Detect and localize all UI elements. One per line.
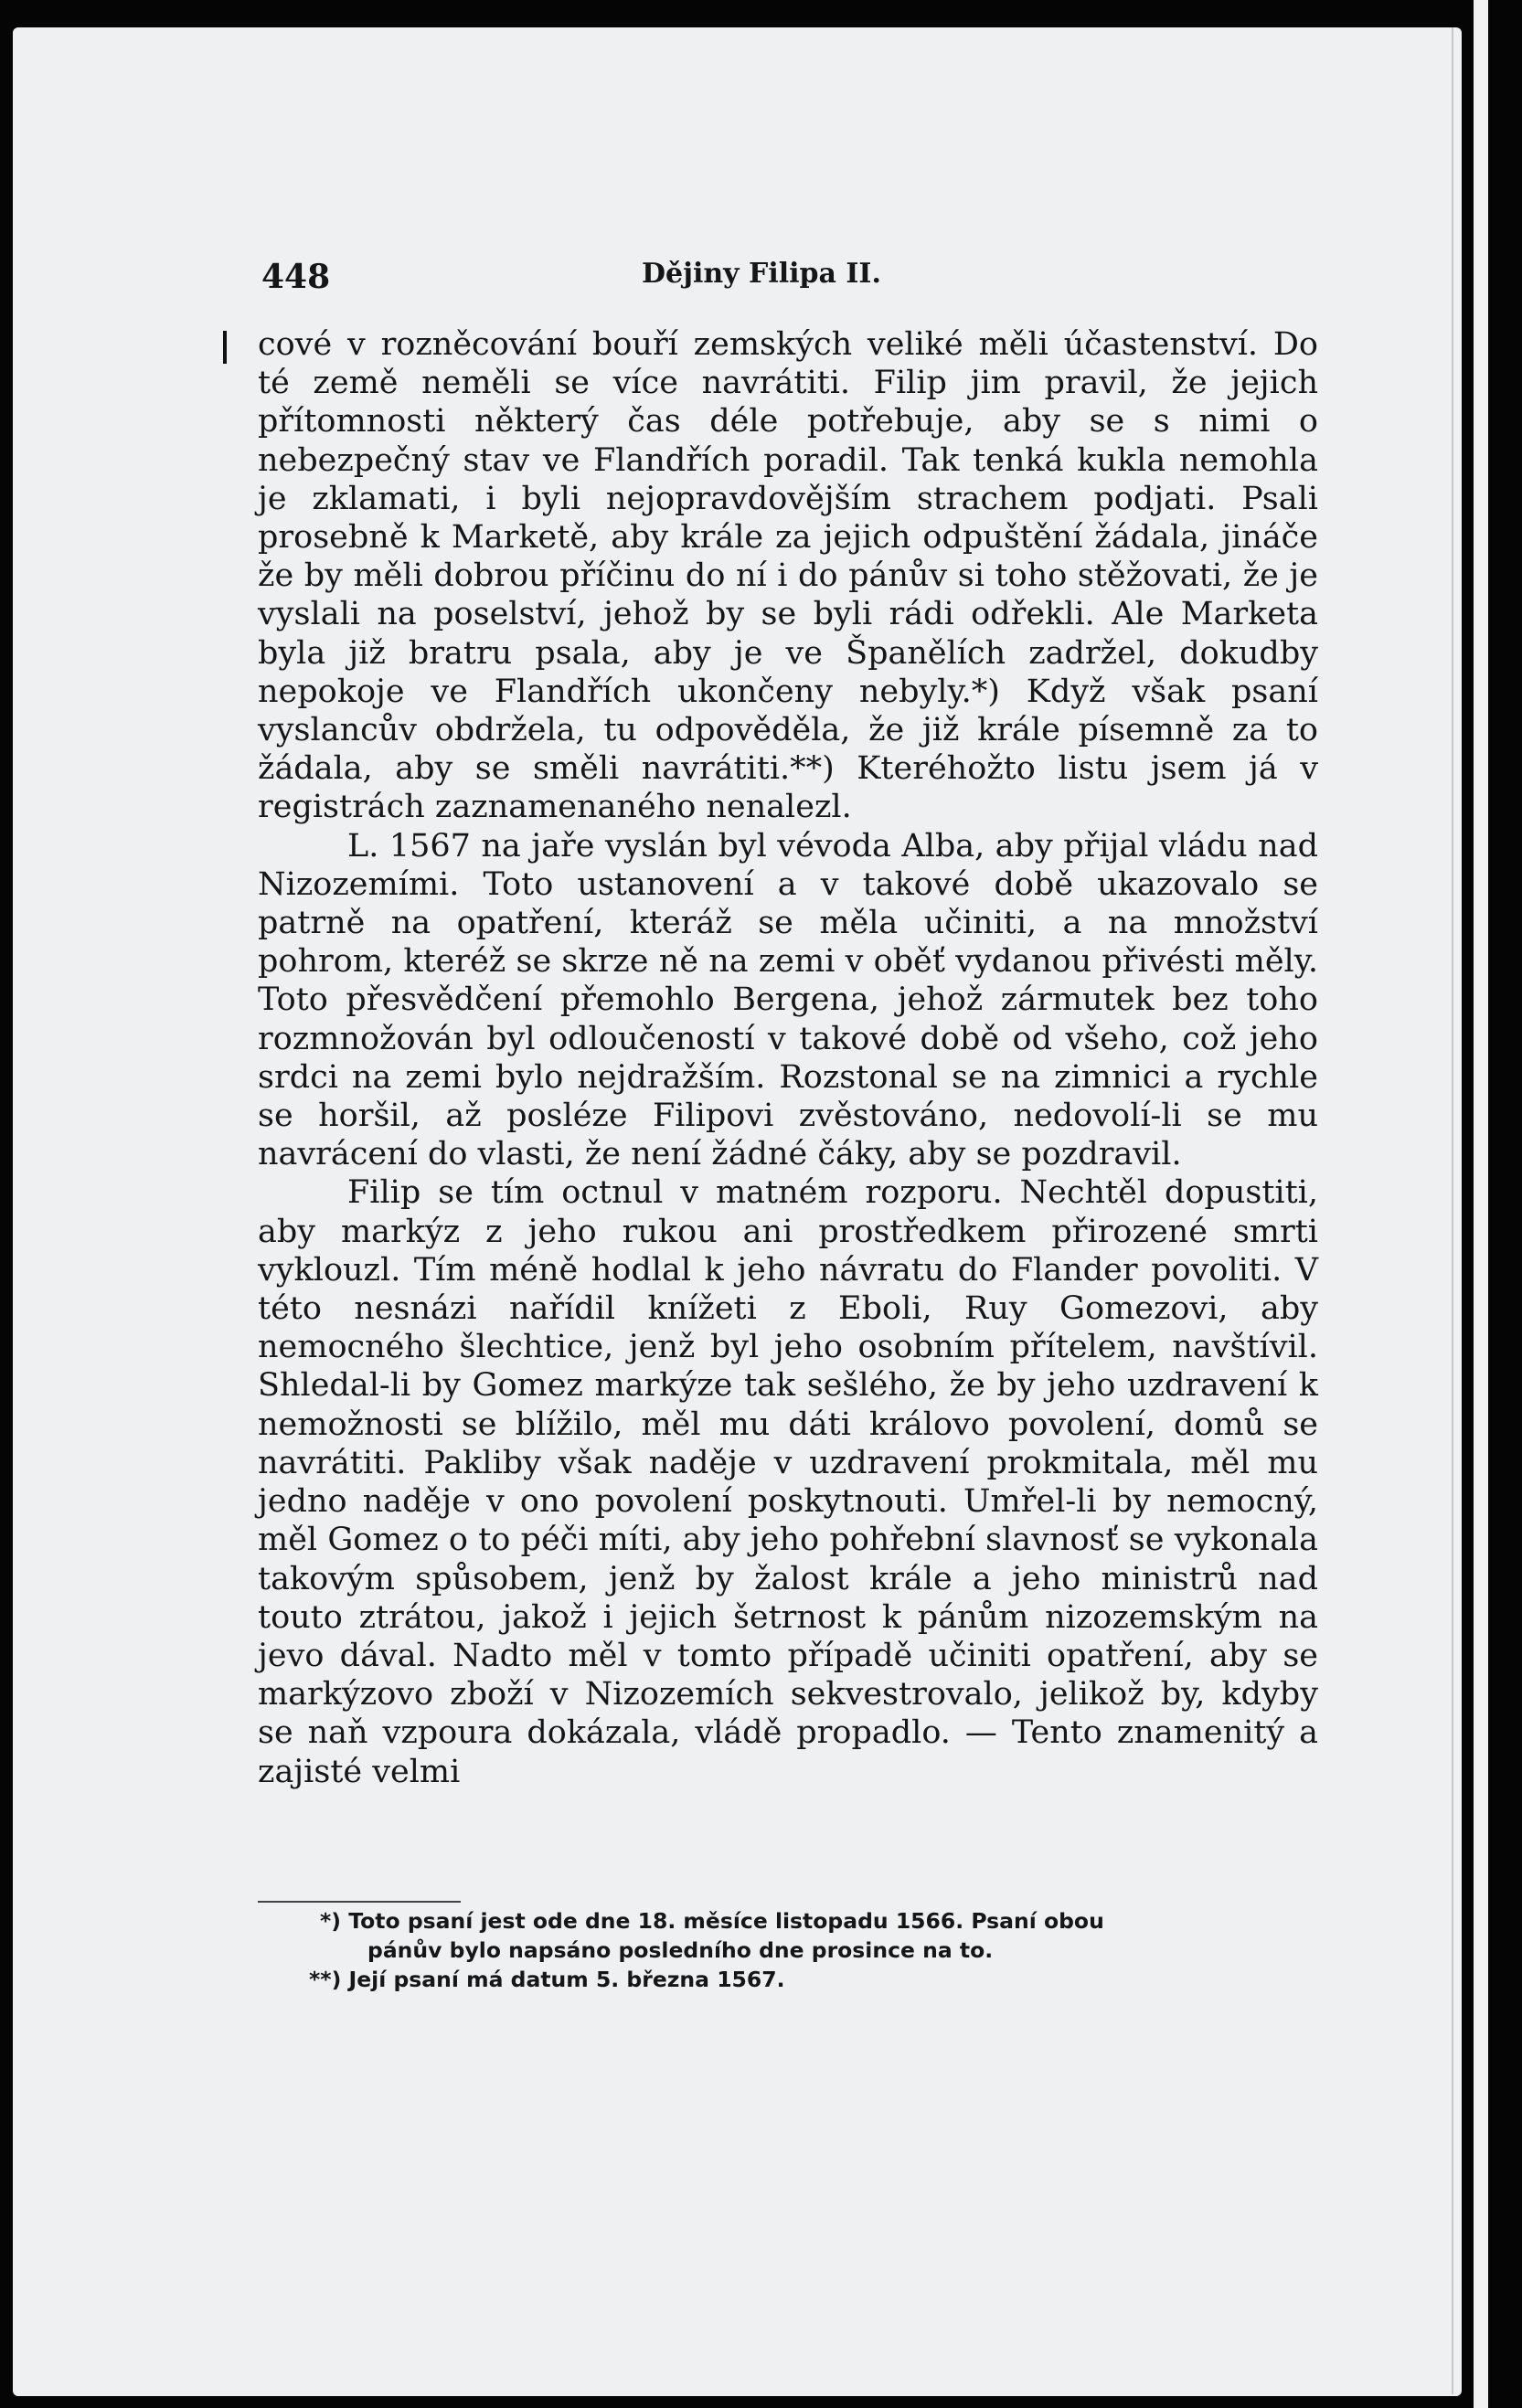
footnote-1-line-1: *) Toto psaní jest ode dne 18. měsíce listopadu 1566. Psaní obou [320,1908,1104,1934]
paragraph-1: cové v rozněcování bouří zemských veliké měli účastenství. Do té země neměli se více navrátiti. Filip jim pravil, že jejich přítomnosti některý čas déle potřebuje, aby se s nimi o nebezpečný stav ve Flandřích poradil. Tak tenká kukla nemohla je zklamati, i byli nejopravdovějším strachem podjati. Psali prosebně k Marketě, aby krále za jejich odpuštění žádala, jináče že by měli dobrou příčinu do ní i do pánův si toho stěžovati, že je vyslali na poselství, jehož by se byli rádi odřekli. Ale Marketa byla již bratru psala, aby je ve Španělích zadržel, dokudby nepokoje ve Flandřích ukončeny nebyly.*) Když však psaní vyslancův obdržela, tu odpověděla, že již krále písemně za to žádala, aby se směli navrátiti.**) Kteréhožto listu jsem já v registrách zaznamenaného nenalezl. [258,326,1318,826]
footnote-2: **) Její psaní má datum 5. března 1567. [309,1967,785,1992]
paragraph-2: L. 1567 na jaře vyslán byl vévoda Alba, aby přijal vládu nad Nizozemími. Toto ustanovení a v takové době ukazovalo se patrně na opatření, kteráž se měla učiniti, a na množství pohrom, kteréž se skrze ně na zemi v oběť vydanou přivésti měly. Toto přesvědčení přemohlo Bergena, jehož zármutek bez toho rozmnožován byl odloučeností v takové době od všeho, což jeho srdci na zemi bylo nejdražším. Rozstonal se na zimnici a rychle se horšil, až posléze Filipovi zvěstováno, nedovolí-li se mu navrácení do vlasti, že není žádné čáky, aby se pozdravil. [258,827,1318,1173]
body-text [258,325,1318,1791]
footnote-1-line-2: pánův bylo napsáno posledního dne prosince na to. [367,1937,994,1963]
running-title: Dějiny Filipa II. [642,258,881,290]
running-header [258,249,1318,303]
paragraph-3: Filip se tím octnul v matném rozporu. Nechtěl dopustiti, aby markýz z jeho rukou ani prostředkem přirozené smrti vyklouzl. Tím méně hodlal k jeho návratu do Flander povoliti. V této nesnázi nařídil knížeti z Eboli, Ruy Gomezovi, aby nemocného šlechtice, jenž byl jeho osobním přítelem, navštívil. Shledal-li by Gomez markýze tak sešlého, že by jeho uzdravení k nemožnosti se blížilo, měl mu dáti královo povolení, domů se navrátiti. Pakliby však naděje v uzdravení prokmitala, měl mu jedno naděje v ono povolení poskytnouti. Umřel-li by nemocný, měl Gomez o to péči míti, aby jeho pohřební slavnosť se vykonala takovým spůsobem, jenž by žalost krále a jeho ministrů nad touto ztrátou, jakož i jejich šetrnost k pánům nizozemským na jevo dával. Nadto měl v tomto případě učiniti opatření, aby se markýzovo zboží v Nizozemích sekvestrovalo, jelikož by, kdyby se naň vzpoura dokázala, vládě propadlo. — Tento znamenitý a zajisté velmi [258,1174,1318,1790]
page-edge-line [1452,27,1453,2394]
margin-mark [223,331,227,364]
footnote-rule [258,1901,461,1903]
footnotes [258,1906,1318,1994]
scan-edge-strip [1474,0,1488,2408]
page-number: 448 [261,258,331,296]
